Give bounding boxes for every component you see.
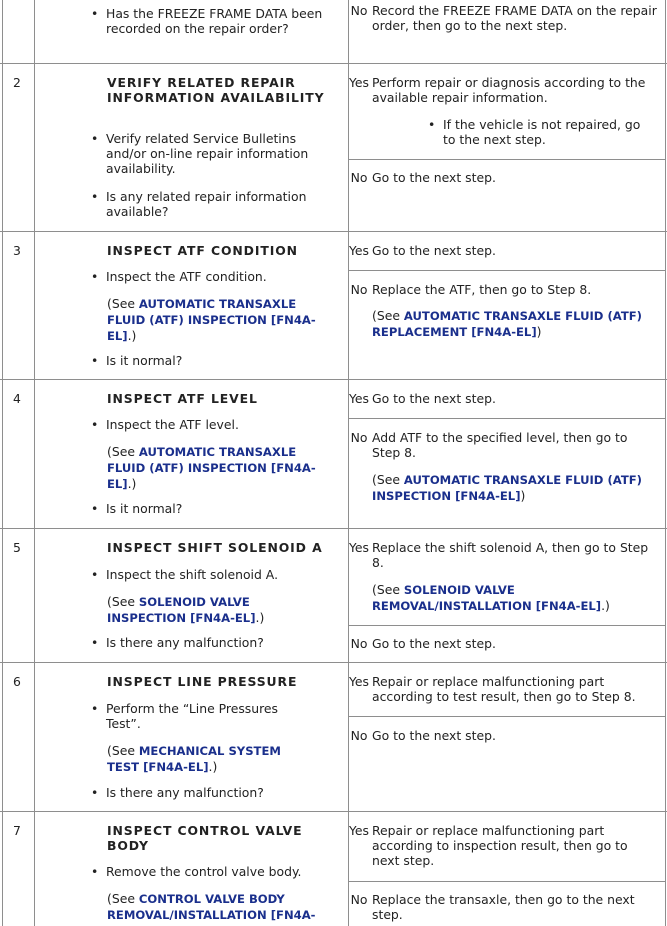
step-title: INSPECT ATF CONDITION — [107, 243, 298, 258]
answer-no-label: No — [350, 170, 368, 185]
table-row-step-7 — [0, 811, 667, 926]
answer-no-label: No — [350, 636, 368, 651]
reference-link[interactable]: AUTOMATIC TRANSAXLE FLUID (ATF) INSPECTION [FN4A-EL] — [372, 473, 642, 503]
answer-yes-action: Repair or replace malfunctioning part according to inspection result, then go to next step. — [372, 823, 628, 868]
step-reference: (See CONTROL VALVE BODY REMOVAL/INSTALLATION [FN4A- — [107, 891, 316, 922]
answer-no-action: Record the FREEZE FRAME DATA on the repair order, then go to the next step. — [372, 3, 657, 33]
answer-yes-action: Repair or replace malfunctioning part according to test result, then go to Step 8. — [372, 674, 636, 704]
reference-link[interactable]: SOLENOID VALVE REMOVAL/INSTALLATION [FN4A-EL] — [372, 583, 602, 613]
answer-yes-subitem: • If the vehicle is not repaired, go to the next step. — [428, 117, 643, 147]
step-number: 3 — [13, 243, 21, 258]
reference-link[interactable]: SOLENOID VALVE INSPECTION [FN4A-EL] — [107, 595, 256, 625]
step-number: 4 — [13, 391, 21, 406]
table-row-step-4 — [0, 379, 667, 528]
answer-no-reference: (See AUTOMATIC TRANSAXLE FLUID (ATF) INSPECTION [FN4A-EL]) — [372, 472, 642, 503]
step-title: INSPECT LINE PRESSURE — [107, 674, 298, 689]
answer-no-action: Add ATF to the specified level, then go to Step 8. — [372, 430, 628, 460]
answer-yes-label: Yes — [348, 75, 369, 90]
step-question: • Is there any malfunction? — [91, 635, 331, 650]
reference-link[interactable]: MECHANICAL SYSTEM TEST [FN4A-EL] — [107, 744, 281, 774]
step-title: VERIFY RELATED REPAIR INFORMATION AVAILABILITY — [107, 75, 325, 105]
step-question: • Is any related repair information available? — [91, 189, 331, 219]
answer-no-label: No — [350, 430, 368, 445]
step-instruction: • Perform the “Line Pressures Test”. — [91, 701, 297, 731]
step-reference: (See SOLENOID VALVE INSPECTION [FN4A-EL].) — [107, 594, 265, 625]
answer-no-action: Go to the next step. — [372, 728, 496, 743]
step-reference: (See MECHANICAL SYSTEM TEST [FN4A-EL].) — [107, 743, 281, 774]
step-instruction: • Remove the control valve body. — [91, 864, 331, 879]
answer-no-action: Go to the next step. — [372, 170, 496, 185]
step-title: INSPECT ATF LEVEL — [107, 391, 258, 406]
step-reference: (See AUTOMATIC TRANSAXLE FLUID (ATF) INSPECTION [FN4A-EL].) — [107, 444, 316, 491]
answer-no-action: Replace the transaxle, then go to the next step. — [372, 892, 635, 922]
table-row-step-5 — [0, 528, 667, 662]
answer-yes-action: Replace the shift solenoid A, then go to Step 8. — [372, 540, 649, 570]
answer-no-label: No — [350, 282, 368, 297]
step-number: 5 — [13, 540, 21, 555]
answer-no-label: No — [350, 892, 368, 907]
table-row-step-6 — [0, 662, 667, 811]
answer-yes-label: Yes — [348, 540, 369, 555]
table-row-step-2 — [0, 63, 667, 231]
step-title: INSPECT SHIFT SOLENOID A — [107, 540, 323, 555]
step-number: 6 — [13, 674, 21, 689]
answer-yes-reference: (See SOLENOID VALVE REMOVAL/INSTALLATION [FN4A-EL].) — [372, 582, 610, 613]
step-question: • Is it normal? — [91, 353, 331, 368]
reference-link[interactable]: CONTROL VALVE BODY REMOVAL/INSTALLATION [FN4A- — [107, 892, 316, 922]
step-title: INSPECT CONTROL VALVE BODY — [107, 823, 303, 853]
step-question: • Is it normal? — [91, 501, 331, 516]
step-number: 2 — [13, 75, 21, 90]
answer-yes-action: Perform repair or diagnosis according to the available repair information. — [372, 75, 646, 105]
answer-no-reference: (See AUTOMATIC TRANSAXLE FLUID (ATF) REPLACEMENT [FN4A-EL]) — [372, 308, 642, 339]
reference-link[interactable]: AUTOMATIC TRANSAXLE FLUID (ATF) REPLACEMENT [FN4A-EL] — [372, 309, 642, 339]
step-instruction: • Inspect the shift solenoid A. — [91, 567, 331, 582]
step-question: • Is there any malfunction? — [91, 785, 331, 800]
table-row-step-3 — [0, 231, 667, 379]
reference-link[interactable]: AUTOMATIC TRANSAXLE FLUID (ATF) INSPECTION [FN4A-EL] — [107, 445, 316, 491]
table-row — [0, 0, 667, 63]
step-instruction: • Verify related Service Bulletins and/or on-line repair information availability. — [91, 131, 331, 176]
answer-no-label: No — [350, 3, 368, 18]
answer-yes-action: Go to the next step. — [372, 391, 496, 406]
answer-yes-label: Yes — [348, 391, 369, 406]
step-reference: (See AUTOMATIC TRANSAXLE FLUID (ATF) INSPECTION [FN4A-EL].) — [107, 296, 316, 343]
answer-yes-label: Yes — [348, 243, 369, 258]
question-text: • Has the FREEZE FRAME DATA been recorded on the repair order? — [91, 6, 331, 36]
step-instruction: • Inspect the ATF condition. — [91, 269, 331, 284]
step-number: 7 — [13, 823, 21, 838]
answer-no-label: No — [350, 728, 368, 743]
answer-yes-action: Go to the next step. — [372, 243, 496, 258]
reference-link[interactable]: AUTOMATIC TRANSAXLE FLUID (ATF) INSPECTION [FN4A-EL] — [107, 297, 316, 343]
answer-no-action: Replace the ATF, then go to Step 8. — [372, 282, 592, 297]
step-instruction: • Inspect the ATF level. — [91, 417, 331, 432]
answer-yes-label: Yes — [348, 674, 369, 689]
answer-yes-label: Yes — [348, 823, 369, 838]
answer-no-action: Go to the next step. — [372, 636, 496, 651]
